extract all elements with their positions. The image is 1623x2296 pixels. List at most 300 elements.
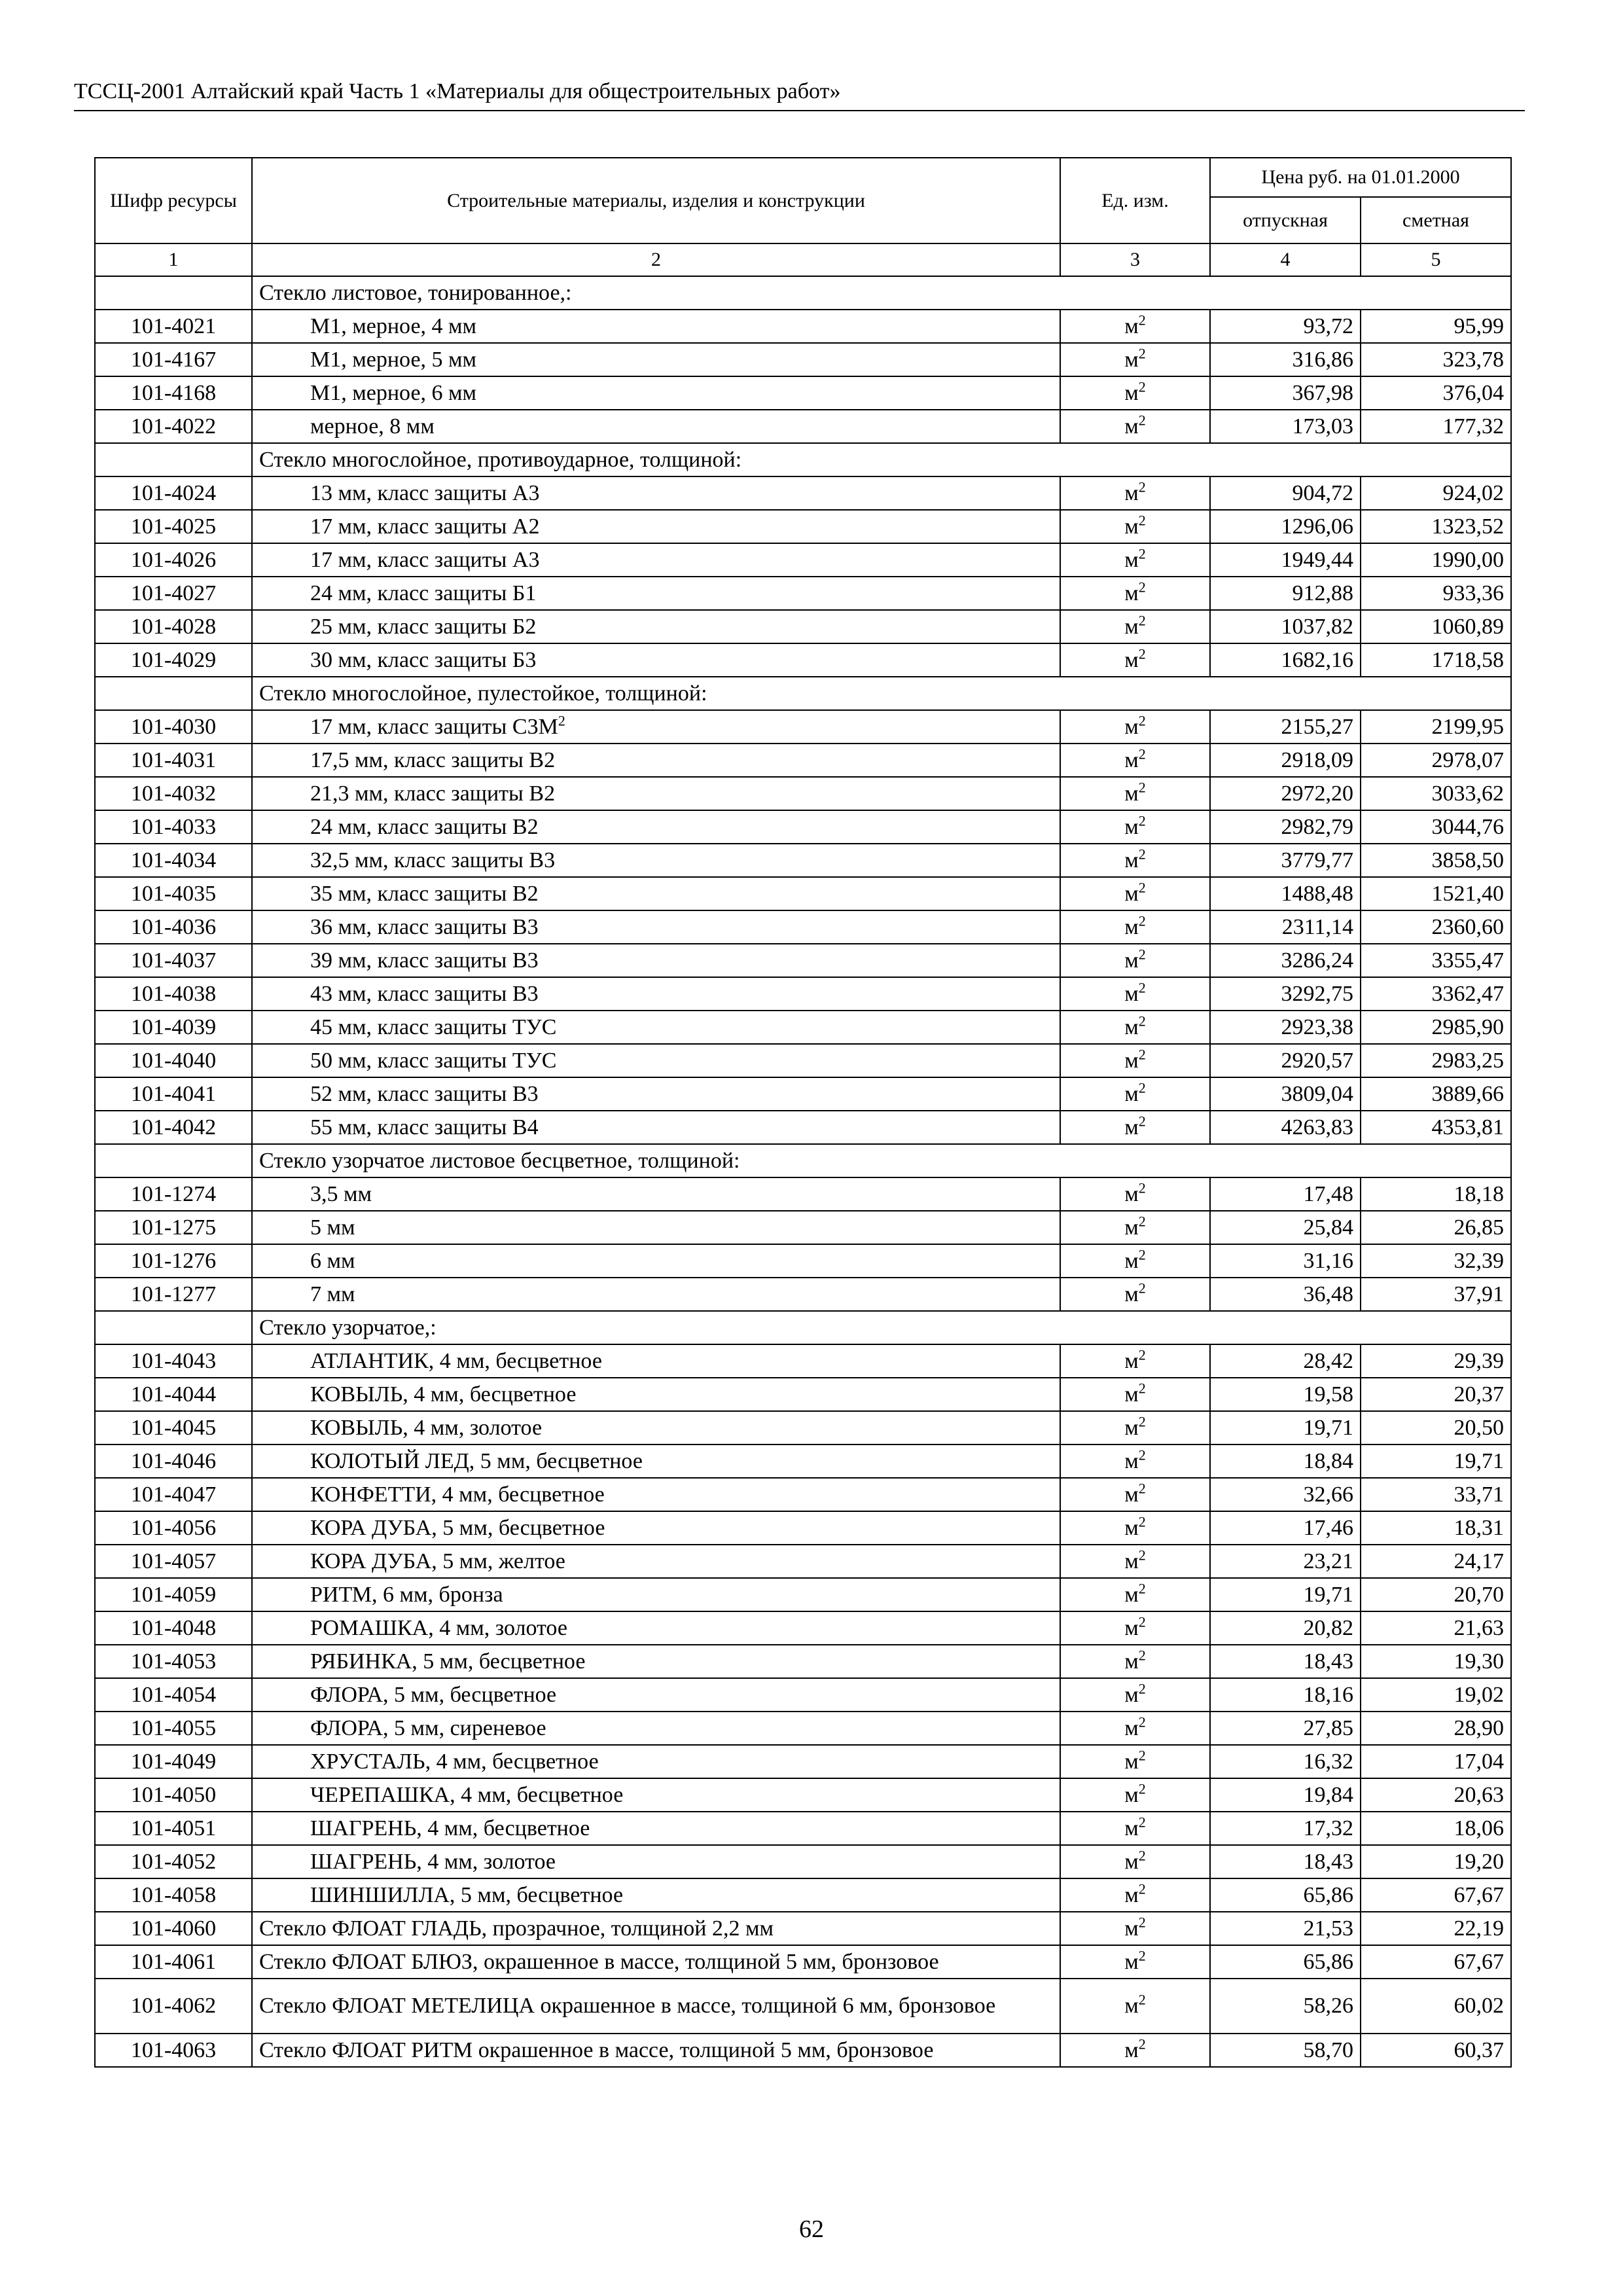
unit-exponent: 2 bbox=[1138, 1780, 1146, 1797]
unit-base: м bbox=[1124, 1949, 1139, 1974]
code-cell: 101-4168 bbox=[95, 376, 252, 410]
name-cell bbox=[252, 844, 1060, 877]
name-cell bbox=[252, 1778, 1060, 1812]
code-cell: 101-4049 bbox=[95, 1745, 252, 1778]
release-price-cell: 65,86 bbox=[1210, 1945, 1361, 1979]
material-name: 39 мм, класс защиты В3 bbox=[310, 948, 539, 973]
material-name: М1, мерное, 4 мм bbox=[310, 314, 477, 338]
unit-cell bbox=[1060, 1244, 1210, 1278]
unit-cell bbox=[1060, 376, 1210, 410]
table-row bbox=[95, 1611, 1511, 1645]
name-cell bbox=[252, 1545, 1060, 1578]
name-cell bbox=[252, 510, 1060, 543]
unit-cell bbox=[1060, 1945, 1210, 1979]
estimate-price-cell: 924,02 bbox=[1361, 476, 1511, 510]
unit-base: м bbox=[1124, 614, 1139, 639]
estimate-price-cell: 177,32 bbox=[1361, 410, 1511, 443]
estimate-price-cell: 2985,90 bbox=[1361, 1011, 1511, 1044]
material-name: М1, мерное, 5 мм bbox=[310, 347, 477, 372]
unit-cell bbox=[1060, 1812, 1210, 1845]
unit-base: м bbox=[1124, 647, 1139, 672]
name-cell bbox=[252, 777, 1060, 810]
estimate-price-cell: 19,20 bbox=[1361, 1845, 1511, 1878]
estimate-price-cell: 2199,95 bbox=[1361, 710, 1511, 744]
unit-cell bbox=[1060, 643, 1210, 677]
name-cell bbox=[252, 1845, 1060, 1878]
unit-base: м bbox=[1124, 1448, 1139, 1473]
unit-base: м bbox=[1124, 1994, 1139, 2018]
estimate-price-cell: 2978,07 bbox=[1361, 744, 1511, 777]
unit-exponent: 2 bbox=[1138, 579, 1146, 596]
unit-base: м bbox=[1124, 1849, 1139, 1874]
table-row bbox=[95, 1845, 1511, 1878]
code-cell: 101-4167 bbox=[95, 343, 252, 376]
unit-cell bbox=[1060, 910, 1210, 944]
code-cell: 101-4052 bbox=[95, 1845, 252, 1878]
unit-exponent: 2 bbox=[1138, 1013, 1146, 1030]
unit-base: м bbox=[1124, 1549, 1139, 1573]
name-cell bbox=[252, 1244, 1060, 1278]
column-number: 1 bbox=[95, 243, 252, 276]
name-cell bbox=[252, 810, 1060, 844]
material-name: М1, мерное, 6 мм bbox=[310, 380, 477, 405]
unit-exponent: 2 bbox=[1138, 1446, 1146, 1463]
name-cell bbox=[252, 710, 1060, 744]
table-row bbox=[95, 510, 1511, 543]
code-cell: 101-4061 bbox=[95, 1945, 252, 1979]
unit-base: м bbox=[1124, 1916, 1139, 1941]
estimate-price-cell: 24,17 bbox=[1361, 1545, 1511, 1578]
unit-exponent: 2 bbox=[1138, 2036, 1146, 2053]
table-row bbox=[95, 810, 1511, 844]
unit-exponent: 2 bbox=[1138, 1613, 1146, 1630]
material-name: 21,3 мм, класс защиты В2 bbox=[310, 781, 556, 806]
table-row bbox=[95, 410, 1511, 443]
unit-base: м bbox=[1124, 2037, 1139, 2062]
estimate-price-cell: 933,36 bbox=[1361, 577, 1511, 610]
table-row bbox=[95, 1244, 1511, 1278]
unit-exponent: 2 bbox=[1138, 1647, 1146, 1664]
unit-exponent: 2 bbox=[1138, 1747, 1146, 1764]
unit-base: м bbox=[1124, 347, 1139, 372]
group-row bbox=[95, 1311, 1511, 1344]
unit-exponent: 2 bbox=[1138, 1046, 1146, 1063]
estimate-price-cell: 323,78 bbox=[1361, 343, 1511, 376]
release-price-cell: 2923,38 bbox=[1210, 1011, 1361, 1044]
name-cell bbox=[252, 577, 1060, 610]
unit-cell bbox=[1060, 1979, 1210, 2034]
code-cell: 101-4025 bbox=[95, 510, 252, 543]
material-name: ФЛОРА, 5 мм, сиреневое bbox=[310, 1715, 546, 1740]
name-cell bbox=[252, 343, 1060, 376]
estimate-price-cell: 2360,60 bbox=[1361, 910, 1511, 944]
unit-base: м bbox=[1124, 1382, 1139, 1407]
code-cell bbox=[95, 1144, 252, 1177]
name-cell bbox=[252, 744, 1060, 777]
name-cell bbox=[252, 1344, 1060, 1378]
unit-cell bbox=[1060, 777, 1210, 810]
unit-exponent: 2 bbox=[1138, 1513, 1146, 1530]
unit-cell bbox=[1060, 1678, 1210, 1712]
code-cell: 101-4029 bbox=[95, 643, 252, 677]
name-cell bbox=[252, 1912, 1060, 1945]
material-name: 32,5 мм, класс защиты В3 bbox=[310, 848, 556, 872]
unit-base: м bbox=[1124, 1615, 1139, 1640]
code-cell bbox=[95, 677, 252, 710]
unit-exponent: 2 bbox=[1138, 1346, 1146, 1363]
name-cell bbox=[252, 1511, 1060, 1545]
table-row bbox=[95, 944, 1511, 977]
unit-base: м bbox=[1124, 781, 1139, 806]
unit-cell bbox=[1060, 1545, 1210, 1578]
estimate-price-cell: 19,02 bbox=[1361, 1678, 1511, 1712]
code-cell: 101-4053 bbox=[95, 1645, 252, 1678]
unit-base: м bbox=[1124, 1215, 1139, 1240]
name-cell bbox=[252, 1745, 1060, 1778]
unit-base: м bbox=[1124, 981, 1139, 1006]
table-row bbox=[95, 1578, 1511, 1611]
code-cell: 101-4060 bbox=[95, 1912, 252, 1945]
release-price-cell: 1488,48 bbox=[1210, 877, 1361, 910]
group-title: Стекло узорчатое,: bbox=[252, 1311, 1511, 1344]
unit-base: м bbox=[1124, 1882, 1139, 1907]
material-name: ЧЕРЕПАШКА, 4 мм, бесцветное bbox=[310, 1782, 624, 1807]
table-row bbox=[95, 1878, 1511, 1912]
material-name: 3,5 мм bbox=[310, 1181, 372, 1206]
code-cell bbox=[95, 276, 252, 310]
code-cell: 101-4043 bbox=[95, 1344, 252, 1378]
estimate-price-cell: 22,19 bbox=[1361, 1912, 1511, 1945]
material-name: ШАГРЕНЬ, 4 мм, бесцветное bbox=[310, 1816, 590, 1840]
code-cell: 101-4044 bbox=[95, 1378, 252, 1411]
unit-exponent: 2 bbox=[1138, 412, 1146, 429]
unit-cell bbox=[1060, 1444, 1210, 1478]
release-price-cell: 65,86 bbox=[1210, 1878, 1361, 1912]
estimate-price-cell: 28,90 bbox=[1361, 1712, 1511, 1745]
name-cell bbox=[252, 1378, 1060, 1411]
unit-base: м bbox=[1124, 1415, 1139, 1440]
material-name: 17 мм, класс защиты С3М bbox=[310, 714, 558, 739]
material-name: 52 мм, класс защиты В3 bbox=[310, 1081, 539, 1106]
name-cell bbox=[252, 910, 1060, 944]
name-cell bbox=[252, 1044, 1060, 1077]
name-cell bbox=[252, 1611, 1060, 1645]
unit-base: м bbox=[1124, 1181, 1139, 1206]
unit-base: м bbox=[1124, 1715, 1139, 1740]
unit-exponent: 2 bbox=[1138, 545, 1146, 562]
table-row bbox=[95, 1011, 1511, 1044]
material-name: мерное, 8 мм bbox=[310, 414, 435, 439]
unit-cell bbox=[1060, 543, 1210, 577]
table-row bbox=[95, 476, 1511, 510]
code-cell: 101-4024 bbox=[95, 476, 252, 510]
unit-base: м bbox=[1124, 1782, 1139, 1807]
unit-exponent: 2 bbox=[1138, 1079, 1146, 1096]
unit-base: м bbox=[1124, 814, 1139, 839]
release-price-cell: 1296,06 bbox=[1210, 510, 1361, 543]
group-title: Стекло многослойное, пулестойкое, толщиной: bbox=[252, 677, 1511, 710]
estimate-price-cell: 95,99 bbox=[1361, 310, 1511, 343]
estimate-price-cell: 1521,40 bbox=[1361, 877, 1511, 910]
material-name: 6 мм bbox=[310, 1248, 355, 1273]
unit-exponent: 2 bbox=[1138, 1113, 1146, 1130]
release-price-cell: 367,98 bbox=[1210, 376, 1361, 410]
unit-exponent: 2 bbox=[1138, 1947, 1146, 1964]
estimate-price-cell: 19,71 bbox=[1361, 1444, 1511, 1478]
name-cell bbox=[252, 1444, 1060, 1478]
name-cell bbox=[252, 1578, 1060, 1611]
estimate-price-cell: 20,63 bbox=[1361, 1778, 1511, 1812]
unit-cell bbox=[1060, 410, 1210, 443]
table-row bbox=[95, 1177, 1511, 1211]
unit-exponent: 2 bbox=[1138, 1580, 1146, 1597]
code-cell: 101-4045 bbox=[95, 1411, 252, 1444]
estimate-price-cell: 3858,50 bbox=[1361, 844, 1511, 877]
unit-cell bbox=[1060, 710, 1210, 744]
material-name: КОВЫЛЬ, 4 мм, золотое bbox=[310, 1415, 543, 1440]
unit-base: м bbox=[1124, 1048, 1139, 1073]
unit-cell bbox=[1060, 1278, 1210, 1311]
name-cell bbox=[252, 944, 1060, 977]
code-cell: 101-4057 bbox=[95, 1545, 252, 1578]
release-price-cell: 3779,77 bbox=[1210, 844, 1361, 877]
name-cell bbox=[252, 1979, 1060, 2034]
unit-base: м bbox=[1124, 1482, 1139, 1507]
release-price-cell: 18,84 bbox=[1210, 1444, 1361, 1478]
unit-exponent: 2 bbox=[1138, 812, 1146, 829]
unit-cell bbox=[1060, 343, 1210, 376]
material-name: 17,5 мм, класс защиты В2 bbox=[310, 747, 556, 772]
release-price-cell: 1037,82 bbox=[1210, 610, 1361, 643]
material-name: 35 мм, класс защиты В2 bbox=[310, 881, 539, 906]
release-price-cell: 25,84 bbox=[1210, 1211, 1361, 1244]
group-row bbox=[95, 1144, 1511, 1177]
unit-cell bbox=[1060, 310, 1210, 343]
unit-cell bbox=[1060, 1845, 1210, 1878]
unit-base: м bbox=[1124, 514, 1139, 539]
code-cell bbox=[95, 1311, 252, 1344]
estimate-price-cell: 21,63 bbox=[1361, 1611, 1511, 1645]
name-cell bbox=[252, 1712, 1060, 1745]
name-cell bbox=[252, 1278, 1060, 1311]
unit-base: м bbox=[1124, 747, 1139, 772]
release-price-cell: 912,88 bbox=[1210, 577, 1361, 610]
column-number: 2 bbox=[252, 243, 1060, 276]
material-name: ШИНШИЛЛА, 5 мм, бесцветное bbox=[310, 1882, 624, 1907]
unit-base: м bbox=[1124, 380, 1139, 405]
table-row bbox=[95, 1678, 1511, 1712]
name-cell bbox=[252, 476, 1060, 510]
estimate-price-cell: 3889,66 bbox=[1361, 1077, 1511, 1111]
unit-base: м bbox=[1124, 1816, 1139, 1840]
release-price-cell: 173,03 bbox=[1210, 410, 1361, 443]
unit-cell bbox=[1060, 1111, 1210, 1144]
release-price-cell: 19,71 bbox=[1210, 1578, 1361, 1611]
unit-cell bbox=[1060, 1712, 1210, 1745]
release-price-cell: 19,58 bbox=[1210, 1378, 1361, 1411]
estimate-price-cell: 32,39 bbox=[1361, 1244, 1511, 1278]
estimate-price-cell: 29,39 bbox=[1361, 1344, 1511, 1378]
name-cell bbox=[252, 1011, 1060, 1044]
code-cell: 101-4050 bbox=[95, 1778, 252, 1812]
unit-exponent: 2 bbox=[1138, 1880, 1146, 1897]
estimate-price-cell: 18,06 bbox=[1361, 1812, 1511, 1845]
unit-exponent: 2 bbox=[1138, 478, 1146, 495]
material-name: 55 мм, класс защиты В4 bbox=[310, 1115, 539, 1139]
release-price-cell: 3809,04 bbox=[1210, 1077, 1361, 1111]
estimate-price-cell: 18,18 bbox=[1361, 1177, 1511, 1211]
unit-base: м bbox=[1124, 1115, 1139, 1139]
table-row bbox=[95, 710, 1511, 744]
unit-cell bbox=[1060, 1478, 1210, 1511]
material-name: 25 мм, класс защиты Б2 bbox=[310, 614, 537, 639]
unit-cell bbox=[1060, 1778, 1210, 1812]
page-header bbox=[74, 76, 1525, 111]
unit-base: м bbox=[1124, 414, 1139, 439]
release-price-cell: 27,85 bbox=[1210, 1712, 1361, 1745]
table-row bbox=[95, 1979, 1511, 2034]
release-price-cell: 17,32 bbox=[1210, 1812, 1361, 1845]
material-name: Стекло ФЛОАТ РИТМ окрашенное в массе, толщиной 5 мм, бронзовое bbox=[259, 2037, 934, 2062]
table-row bbox=[95, 777, 1511, 810]
unit-base: м bbox=[1124, 1582, 1139, 1607]
code-cell: 101-4026 bbox=[95, 543, 252, 577]
table-row bbox=[95, 844, 1511, 877]
unit-cell bbox=[1060, 1378, 1210, 1411]
unit-cell bbox=[1060, 577, 1210, 610]
column-number-row bbox=[95, 243, 1511, 276]
code-cell: 101-4036 bbox=[95, 910, 252, 944]
unit-exponent: 2 bbox=[1138, 979, 1146, 996]
code-cell: 101-4037 bbox=[95, 944, 252, 977]
group-title: Стекло многослойное, противоударное, толщиной: bbox=[252, 443, 1511, 476]
name-cell bbox=[252, 1878, 1060, 1912]
table-row bbox=[95, 343, 1511, 376]
unit-exponent: 2 bbox=[1138, 1246, 1146, 1263]
material-name: РЯБИНКА, 5 мм, бесцветное bbox=[310, 1649, 586, 1674]
column-number: 5 bbox=[1361, 243, 1511, 276]
table-body bbox=[95, 276, 1511, 2067]
release-price-cell: 32,66 bbox=[1210, 1478, 1361, 1511]
unit-cell bbox=[1060, 810, 1210, 844]
unit-exponent: 2 bbox=[1138, 1380, 1146, 1397]
release-price-cell: 19,71 bbox=[1210, 1411, 1361, 1444]
estimate-price-cell: 3355,47 bbox=[1361, 944, 1511, 977]
material-name: 13 мм, класс защиты А3 bbox=[310, 480, 540, 505]
unit-exponent: 2 bbox=[1138, 1991, 1146, 2008]
material-name: РОМАШКА, 4 мм, золотое bbox=[310, 1615, 567, 1640]
unit-exponent: 2 bbox=[1138, 1480, 1146, 1497]
code-cell: 101-4063 bbox=[95, 2034, 252, 2067]
release-price-cell: 2155,27 bbox=[1210, 710, 1361, 744]
unit-exponent: 2 bbox=[1138, 779, 1146, 796]
code-cell: 101-4054 bbox=[95, 1678, 252, 1712]
code-cell: 101-4032 bbox=[95, 777, 252, 810]
unit-cell bbox=[1060, 1211, 1210, 1244]
release-price-cell: 18,43 bbox=[1210, 1845, 1361, 1878]
material-name: КОРА ДУБА, 5 мм, бесцветное bbox=[310, 1515, 605, 1540]
table-row bbox=[95, 1344, 1511, 1378]
release-price-cell: 904,72 bbox=[1210, 476, 1361, 510]
estimate-price-cell: 1323,52 bbox=[1361, 510, 1511, 543]
estimate-price-cell: 2983,25 bbox=[1361, 1044, 1511, 1077]
table-row bbox=[95, 910, 1511, 944]
unit-cell bbox=[1060, 1077, 1210, 1111]
table-row bbox=[95, 1545, 1511, 1578]
unit-cell bbox=[1060, 844, 1210, 877]
header-price: Цена руб. на 01.01.2000 bbox=[1210, 158, 1511, 197]
name-cell bbox=[252, 1812, 1060, 1845]
material-name: РИТМ, 6 мм, бронза bbox=[310, 1582, 503, 1607]
name-superscript: 2 bbox=[558, 712, 565, 729]
header-price-release: отпускная bbox=[1210, 197, 1361, 243]
code-cell: 101-4035 bbox=[95, 877, 252, 910]
table-row bbox=[95, 1111, 1511, 1144]
table-row bbox=[95, 1912, 1511, 1945]
name-cell bbox=[252, 1478, 1060, 1511]
code-cell: 101-4062 bbox=[95, 1979, 252, 2034]
code-cell bbox=[95, 443, 252, 476]
unit-cell bbox=[1060, 2034, 1210, 2067]
release-price-cell: 23,21 bbox=[1210, 1545, 1361, 1578]
name-cell bbox=[252, 1111, 1060, 1144]
name-cell bbox=[252, 376, 1060, 410]
table-row bbox=[95, 577, 1511, 610]
name-cell bbox=[252, 1177, 1060, 1211]
table-row bbox=[95, 1278, 1511, 1311]
release-price-cell: 1949,44 bbox=[1210, 543, 1361, 577]
code-cell: 101-4038 bbox=[95, 977, 252, 1011]
release-price-cell: 1682,16 bbox=[1210, 643, 1361, 677]
unit-base: м bbox=[1124, 1649, 1139, 1674]
unit-exponent: 2 bbox=[1138, 912, 1146, 929]
material-name: АТЛАНТИК, 4 мм, бесцветное bbox=[310, 1348, 602, 1373]
material-name: Стекло ФЛОАТ ГЛАДЬ, прозрачное, толщиной 2,2 мм bbox=[259, 1916, 774, 1941]
unit-cell bbox=[1060, 1411, 1210, 1444]
material-name: 36 мм, класс защиты В3 bbox=[310, 914, 539, 939]
unit-base: м bbox=[1124, 948, 1139, 973]
unit-exponent: 2 bbox=[1138, 1179, 1146, 1196]
unit-exponent: 2 bbox=[1138, 312, 1146, 329]
release-price-cell: 17,46 bbox=[1210, 1511, 1361, 1545]
estimate-price-cell: 37,91 bbox=[1361, 1278, 1511, 1311]
estimate-price-cell: 20,50 bbox=[1361, 1411, 1511, 1444]
release-price-cell: 18,43 bbox=[1210, 1645, 1361, 1678]
header-code: Шифр ресурсы bbox=[95, 158, 252, 243]
unit-exponent: 2 bbox=[1138, 946, 1146, 963]
name-cell bbox=[252, 877, 1060, 910]
code-cell: 101-4034 bbox=[95, 844, 252, 877]
unit-base: м bbox=[1124, 547, 1139, 572]
table-row bbox=[95, 643, 1511, 677]
release-price-cell: 31,16 bbox=[1210, 1244, 1361, 1278]
unit-base: м bbox=[1124, 914, 1139, 939]
unit-cell bbox=[1060, 1645, 1210, 1678]
table-row bbox=[95, 1211, 1511, 1244]
table-row bbox=[95, 376, 1511, 410]
table-row bbox=[95, 1945, 1511, 1979]
code-cell: 101-4047 bbox=[95, 1478, 252, 1511]
unit-exponent: 2 bbox=[1138, 1547, 1146, 1564]
estimate-price-cell: 3033,62 bbox=[1361, 777, 1511, 810]
material-name: 30 мм, класс защиты Б3 bbox=[310, 647, 537, 672]
unit-exponent: 2 bbox=[1138, 846, 1146, 863]
unit-base: м bbox=[1124, 848, 1139, 872]
code-cell: 101-4042 bbox=[95, 1111, 252, 1144]
release-price-cell: 316,86 bbox=[1210, 343, 1361, 376]
table-row bbox=[95, 1645, 1511, 1678]
unit-exponent: 2 bbox=[1138, 745, 1146, 762]
